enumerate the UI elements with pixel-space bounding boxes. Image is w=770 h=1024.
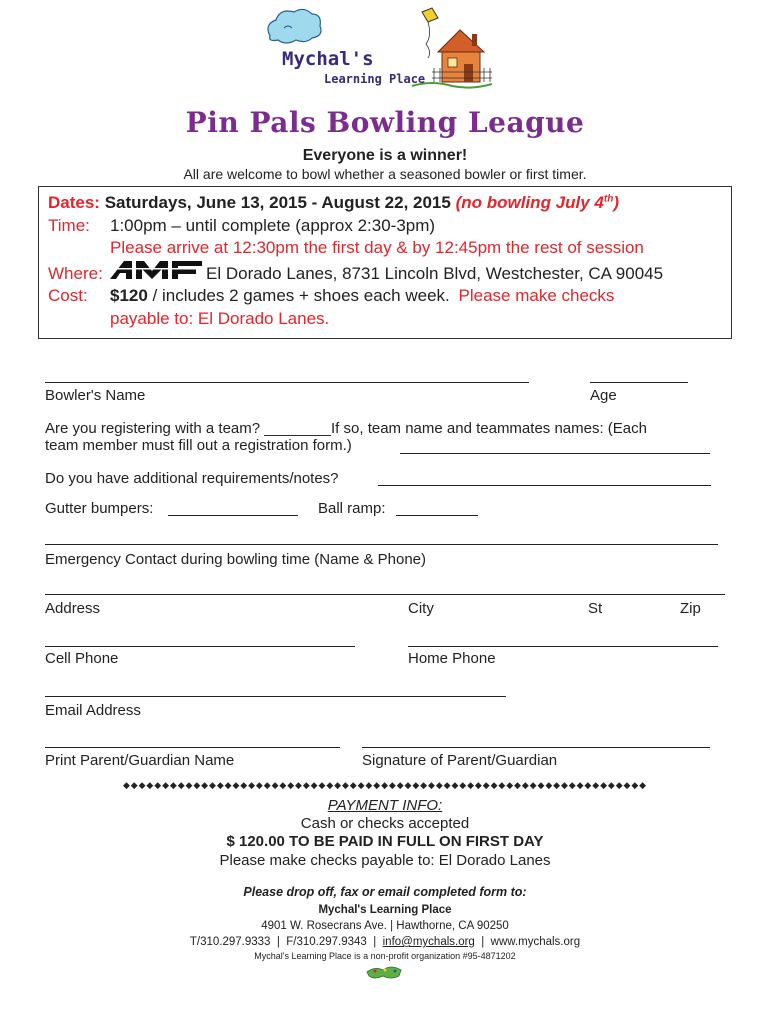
ball-ramp-label: Ball ramp:: [318, 500, 386, 517]
nonprofit-text: Mychal's Learning Place is a non-profit organization #95-4871202: [254, 951, 516, 961]
logo-name: Mychal's: [282, 48, 374, 70]
gutter-label: Gutter bumpers:: [45, 500, 154, 517]
home-phone-line[interactable]: [408, 646, 718, 647]
cost-note: Please make checks: [458, 286, 615, 305]
page-title: Pin Pals Bowling League: [185, 106, 585, 139]
dates-label: Dates:: [48, 193, 100, 212]
time-label: Time:: [48, 216, 90, 235]
cost-label: Cost:: [48, 286, 88, 305]
bowler-name-line[interactable]: [45, 382, 529, 383]
footer-logo-icon: [365, 962, 405, 984]
org-address: 4901 W. Rosecrans Ave. | Hawthorne, CA 90250: [261, 920, 509, 932]
age-line[interactable]: [590, 382, 688, 383]
sep-2: |: [370, 936, 380, 948]
where-value: El Dorado Lanes, 8731 Lincoln Blvd, Westchester, CA 90045: [206, 264, 664, 283]
cell-phone-label: Cell Phone: [45, 650, 119, 667]
cost-row: [110, 286, 614, 306]
fax: F/310.297.9343: [286, 936, 367, 948]
dates-value: Saturdays, June 13, 2015 - August 22, 2015: [104, 193, 451, 212]
additional-label: Do you have additional requirements/notes?: [45, 470, 339, 487]
cell-phone-line[interactable]: [45, 646, 355, 647]
diamond-divider: ◆◆◆◆◆◆◆◆◆◆◆◆◆◆◆◆◆◆◆◆◆◆◆◆◆◆◆◆◆◆◆◆◆◆◆◆◆◆◆◆◆◆◆◆◆◆◆◆◆◆◆◆◆◆◆◆◆◆◆◆◆◆◆◆◆◆◆: [122, 780, 648, 790]
address-label: Address: [45, 600, 101, 617]
cost-note-2: payable to: El Dorado Lanes.: [110, 309, 330, 328]
address-line[interactable]: [45, 594, 725, 595]
email-line[interactable]: [45, 696, 506, 697]
payment-heading: PAYMENT INFO:: [327, 797, 443, 814]
logo-subname: Learning Place: [324, 72, 426, 86]
email-label: Email Address: [45, 702, 141, 719]
phone: T/310.297.9333: [189, 936, 271, 948]
gutter-line[interactable]: [168, 515, 298, 516]
where-label: Where:: [48, 264, 103, 283]
payment-line-1: Cash or checks accepted: [300, 815, 470, 832]
team-question-2: team member must fill out a registration form.): [45, 437, 352, 454]
age-label: Age: [590, 387, 617, 404]
cost-value: / includes 2 games + shoes each week.: [147, 286, 450, 305]
signature-line[interactable]: [362, 747, 710, 748]
amf-logo-icon: [108, 259, 203, 281]
st-label: St: [588, 600, 603, 617]
welcome-text: All are welcome to bowl whether a seasoned bowler or first timer.: [183, 166, 587, 182]
additional-line[interactable]: [378, 485, 711, 486]
dates-note-text: (no bowling July 4: [455, 193, 604, 212]
city-label: City: [408, 600, 434, 617]
sep-3: |: [478, 936, 488, 948]
signature-label: Signature of Parent/Guardian: [362, 752, 558, 769]
home-phone-label: Home Phone: [408, 650, 496, 667]
web-link[interactable]: www.mychals.org: [490, 936, 581, 948]
email-link[interactable]: info@mychals.org: [382, 936, 475, 948]
contact-row: [0, 936, 770, 948]
emergency-label: Emergency Contact during bowling time (Name & Phone): [45, 551, 427, 568]
sep-1: |: [273, 936, 284, 948]
dates-note-sup: th: [603, 193, 614, 205]
payment-line-3: Please make checks payable to: El Dorado Lanes: [219, 852, 551, 869]
ball-ramp-line[interactable]: [396, 515, 478, 516]
team-question: Are you registering with a team? ________If so, team name and teammates names: (Each: [45, 420, 647, 437]
logo: [262, 6, 492, 92]
emergency-line[interactable]: [45, 544, 718, 545]
dates-note-end: ): [613, 193, 619, 212]
bowler-name-label: Bowler's Name: [45, 387, 146, 404]
amf-logo: [108, 259, 203, 281]
time-note: Please arrive at 12:30pm the first day & by 12:45pm the rest of session: [110, 238, 644, 257]
time-value: 1:00pm – until complete (approx 2:30-3pm): [110, 216, 436, 235]
dropoff-text: Please drop off, fax or email completed form to:: [243, 885, 527, 899]
team-names-line[interactable]: [400, 453, 710, 454]
dates-note: [456, 193, 619, 212]
footer-logo: [365, 962, 405, 984]
org-name: Mychal's Learning Place: [318, 904, 452, 916]
zip-label: Zip: [680, 600, 701, 617]
cost-amount: $120: [110, 286, 148, 305]
payment-line-2: $ 120.00 TO BE PAID IN FULL ON FIRST DAY: [226, 833, 544, 850]
print-parent-line[interactable]: [45, 747, 340, 748]
dates-row: [48, 193, 619, 213]
print-parent-label: Print Parent/Guardian Name: [45, 752, 235, 769]
subtitle: Everyone is a winner!: [302, 147, 468, 164]
